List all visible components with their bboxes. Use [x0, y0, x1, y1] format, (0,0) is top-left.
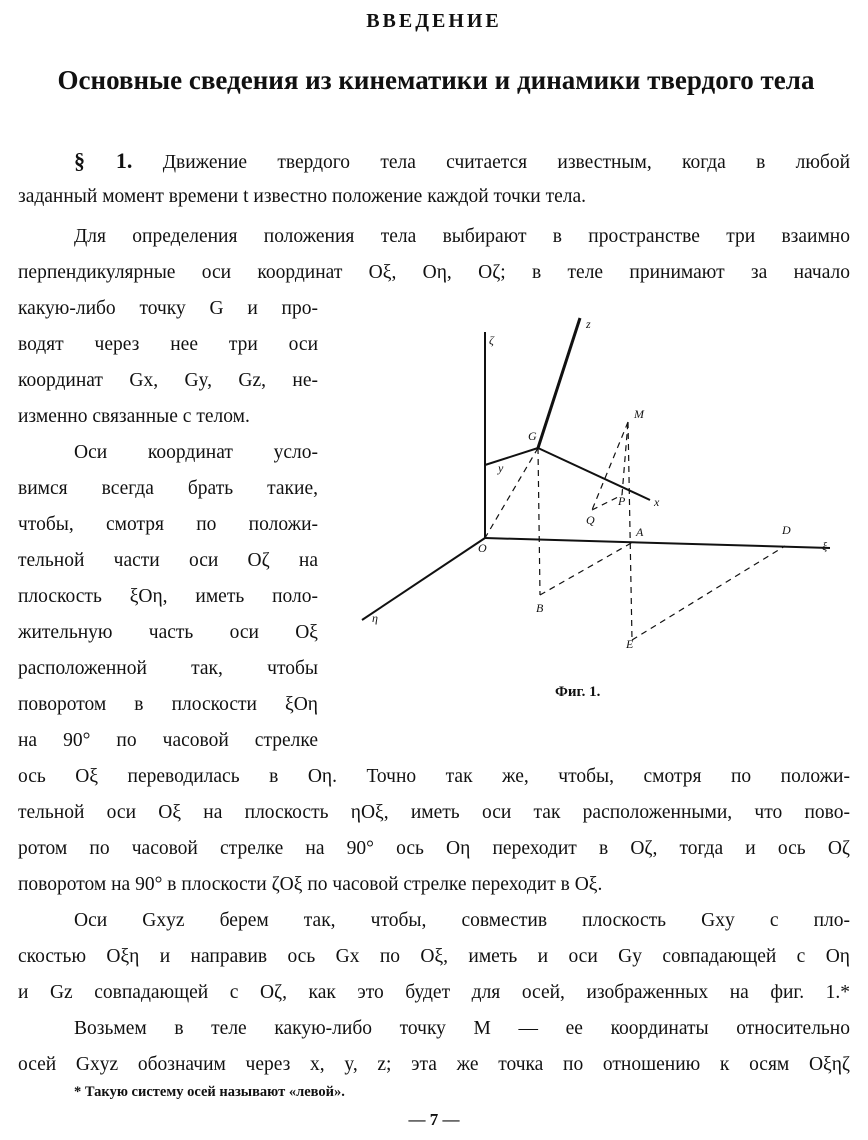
label-Q: Q	[586, 513, 595, 527]
text-line: ротом по часовой стрелке на 90° ось Oη переходит в Oζ, тогда и ось Oζ	[18, 838, 850, 859]
text-line: вимся всегда брать такие,	[18, 478, 318, 499]
text-line: на 90° по часовой стрелке	[18, 730, 318, 751]
label-M: M	[634, 407, 644, 421]
text-line: ось Oξ переводилась в Oη. Точно так же, чтобы, смотря по положи-	[18, 766, 850, 787]
dashed-line-GB	[538, 448, 540, 595]
label-P: P	[618, 494, 626, 508]
label-x: x	[654, 495, 660, 509]
figure-1-axes-diagram	[350, 310, 860, 660]
text-line: жительную часть оси Oξ	[18, 622, 318, 643]
label-O: O	[478, 541, 487, 555]
dashed-line-ME	[628, 422, 632, 640]
text-line: расположенной так, чтобы	[18, 658, 318, 679]
dashed-line-BA	[540, 542, 633, 595]
text-line: чтобы, смотря по положи-	[18, 514, 318, 535]
xi-axis	[485, 538, 830, 548]
text-line: Оси координат усло-	[74, 442, 318, 463]
label-xi: ξ	[822, 539, 828, 553]
text-line-content: Движение твердого тела считается известным, когда в любой	[162, 152, 851, 173]
text-line: и Gz совпадающей с Oζ, как это будет для осей, изображенных на фиг. 1.*	[18, 982, 850, 1003]
label-A: A	[636, 525, 644, 539]
x-axis	[538, 448, 650, 500]
text-line: плоскость ξOη, иметь поло-	[18, 586, 318, 607]
dashed-line-ED	[632, 546, 785, 640]
text-line: поворотом в плоскости ξOη	[18, 694, 318, 715]
text-line: изменно связанные с телом.	[18, 406, 250, 427]
text-line: тельной части оси Oζ на	[18, 550, 318, 571]
text-line: тельной оси Oξ на плоскость ηOξ, иметь оси так расположенными, что пово-	[18, 802, 850, 823]
text-line: осей Gxyz обозначим через x, y, z; эта же точка по отношению к осям Oξηζ	[18, 1054, 850, 1075]
page-number: — 7 —	[408, 1110, 460, 1129]
paragraph-sign: § 1.	[74, 148, 133, 173]
figure-caption: Фиг. 1.	[555, 684, 601, 700]
label-E: E	[626, 637, 634, 651]
text-line	[74, 146, 850, 178]
label-y: y	[498, 461, 504, 475]
text-line: Оси Gxyz берем так, чтобы, совместив плоскость Gxy с пло-	[74, 910, 850, 931]
eta-axis	[362, 538, 485, 620]
label-zeta: ζ	[489, 333, 494, 347]
text-line: координат Gx, Gy, Gz, не-	[18, 370, 318, 391]
text-line: водят через нее три оси	[18, 334, 318, 355]
chapter-title: Основные сведения из кинематики и динамики твердого тела	[57, 65, 815, 95]
text-line: заданный момент времени t известно положение каждой точки тела.	[18, 186, 587, 207]
text-line: перпендикулярные оси координат Oξ, Oη, Oζ; в теле принимают за начало	[18, 262, 850, 283]
label-D: D	[782, 523, 791, 537]
text-line: какую-либо точку G и про-	[18, 298, 318, 319]
text-line: Возьмем в теле какую-либо точку M — ее координаты относительно	[74, 1018, 850, 1039]
label-G: G	[528, 429, 537, 443]
text-line: Для определения положения тела выбирают в пространстве три взаимно	[74, 226, 850, 247]
label-z: z	[586, 317, 591, 331]
label-eta: η	[372, 611, 378, 625]
footnote: * Такую систему осей называют «левой».	[74, 1084, 345, 1100]
text-line: скостью Oξη и направив ось Gx по Oξ, иметь и оси Gy совпадающей с Oη	[18, 946, 850, 967]
section-heading: ВВЕДЕНИЕ	[366, 10, 502, 32]
z-axis	[538, 318, 580, 448]
text-line: поворотом на 90° в плоскости ζOξ по часовой стрелке переходит в Oξ.	[18, 874, 603, 895]
label-B: B	[536, 601, 544, 615]
